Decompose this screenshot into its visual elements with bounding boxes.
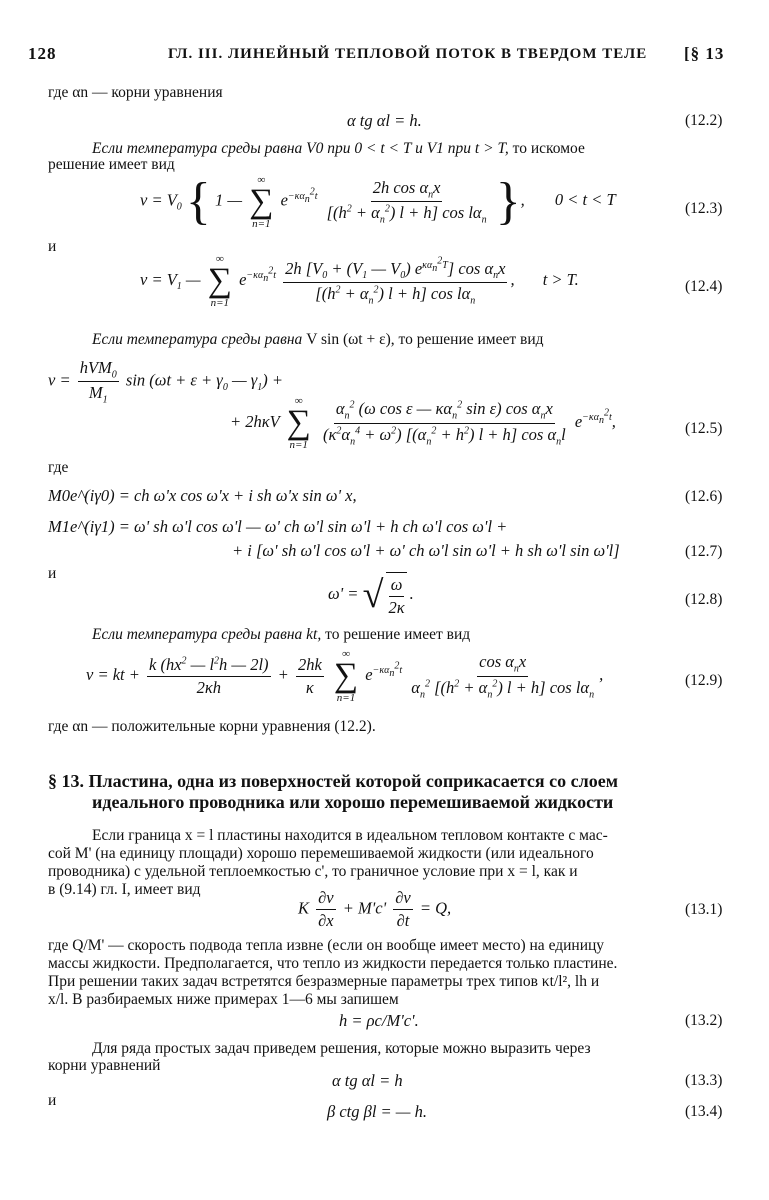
equation-12-5-line1: v = $\frac{hVM_0}{M_1}$ $\sin (\omega t + \varepsilon + \gamma_0$ — $\gamma_1$) + [48,358,284,406]
equation-number-12-5: (12.5) [685,420,723,437]
paragraph-linear-temperature [92,626,470,644]
running-title: ГЛ. III. ЛИНЕЙНЫЙ ТЕПЛОВОЙ ПОТОК В ТВЕРДОМ ТЕЛЕ [168,46,648,62]
equation-13-4: β ctg βl = — h. [327,1102,427,1121]
section-paragraph-1-line1: Если граница x = l пластины находится в идеальном тепловом контакте с мас- [92,827,608,844]
section-reference: [§ 13 [684,44,725,63]
equation-12-2: α tg αl = h. [347,111,422,130]
section-13-title-line1: § 13. Пластина, одна из поверхностей которой соприкасается со слоем [48,771,618,791]
equation-number-12-8: (12.8) [685,591,723,608]
section-paragraph-2-line2: массы жидкости. Предполагается, что тепло из жидкости передается только пластине. [48,955,618,972]
section-paragraph-3-line2: корни уравнений [48,1057,161,1074]
equation-number-13-3: (13.3) [685,1072,723,1089]
equation-number-12-2: (12.2) [685,112,723,129]
section-paragraph-2-line4: x/l. В разбираемых ниже примерах 1—6 мы запишем [48,991,399,1008]
section-paragraph-3-line1: Для ряда простых задач приведем решения, которые можно выразить через [92,1040,591,1057]
equation-12-3: $v = V_0$ { 1 — ∞ ∑ n=1 $e^{-\kappa\alpha_n^2t}$ $\frac{2h \cos \alpha_nx}{[(h^2 + \alpha_n^2) l + h] \cos l\alpha_n}$ }, 0 < t < T [140,173,616,230]
paragraph-periodic-temperature-rest: V sin (ωt + ε), то решение имеет вид [306,331,544,348]
section-13-title-line2: идеального проводника или хорошо перемешиваемой жидкости [92,792,614,812]
equation-13-1: K $\frac{\partial v}{\partial x}$ + M'c' $\frac{\partial v}{\partial t}$ = Q, [298,888,452,930]
equation-number-12-3: (12.3) [685,200,723,217]
equation-number-13-4: (13.4) [685,1103,723,1120]
paragraph-linear-temperature-italic: Если температура среды равна kt, [92,626,322,643]
page-number: 128 [28,44,57,63]
equation-12-8: ω' = √ $\frac{\omega}{2\kappa}$ . [328,574,414,617]
equation-number-12-4: (12.4) [685,278,723,295]
paragraph-periodic-temperature-italic: Если температура среды равна [92,331,303,348]
equation-13-3: α tg αl = h [332,1071,403,1090]
paragraph-step-temperature-italic: Если температура среды равна V0 при 0 < t < T и V1 при t > T, [92,140,509,157]
section-paragraph-2-line1: где Q/M' — скорость подвода тепла извне (если он вообще имеет место) на единицу [48,937,605,954]
section-paragraph-1-line4: в (9.14) гл. I, имеет вид [48,881,201,898]
paragraph-step-temperature-line2: решение имеет вид [48,156,175,173]
paragraph-linear-temperature-rest: то решение имеет вид [325,626,471,643]
equation-12-7-line2: + i [ω' sh ω'l cos ω'l + ω' ch ω'l sin ω'l + h sh ω'l sin ω'l] [232,541,620,560]
conjunction-and-1: и [48,238,57,255]
equation-13-2: h = ρc/M'c'. [339,1011,419,1030]
equation-12-6: M0e^(iγ0) = ch ω'x cos ω'x + i sh ω'x sin ω' x, [48,486,357,505]
paragraph-step-temperature-rest: то искомое [512,140,585,157]
section-paragraph-2-line3: При решении таких задач встретятся безразмерные параметры трех типов κt/l², lh и [48,973,600,990]
equation-12-5-line2: + 2hκV ∞ ∑ n=1 $\frac{\alpha_n^2 (\omega \cos \varepsilon — \kappa\alpha_n^2 \sin \varepsilon) \cos \alpha_nx}{(\kappa^2\alpha_n^4 + \omega^2) [(\alpha_n^2 + h^2) l + h] \cos \alpha_nl}$ $e^{-\kappa\alpha_n^2t}$, [230,395,616,451]
where-roots-text: где αn — корни уравнения [48,84,223,101]
where-label-1: где [48,459,69,476]
equation-number-12-7: (12.7) [685,543,723,560]
conjunction-and-2: и [48,565,57,582]
equation-12-9: v = kt + $\frac{k (hx^2 — l^2h — 2l)}{2\kappa h}$ + $\frac{2hk}{\kappa}$ ∞ ∑ n=1 $e^{-\kappa\alpha_n^2t}$ $\frac{\cos \alpha_nx}{\alpha_n^2 [(h^2 + \alpha_n^2) l + h] \cos l\alpha_n}$ , [86,648,604,704]
equation-number-12-9: (12.9) [685,672,723,689]
equation-number-12-6: (12.6) [685,488,723,505]
section-paragraph-1-line3: проводника) с удельной теплоемкостью c', то граничное условие при x = l, как и [48,863,578,880]
equation-12-7-line1: M1e^(iγ1) = ω' sh ω'l cos ω'l — ω' ch ω'l sin ω'l + h ch ω'l cos ω'l + [48,517,508,536]
conjunction-and-3: и [48,1092,57,1109]
equation-12-4: $v = V_1$ — ∞ ∑ n=1 $e^{-\kappa\alpha_n^2t}$ $\frac{2h [V_0 + (V_1 — V_0) e^{\kappa\alpha_n^2T}] \cos \alpha_nx}{[(h^2 + \alpha_n^2) l + h] \cos l\alpha_n}$ , t > T. [140,253,579,309]
equation-number-13-2: (13.2) [685,1012,723,1029]
section-paragraph-1-line2: сой M' (на единицу площади) хорошо перемешиваемой жидкости (или идеального [48,845,594,862]
paragraph-periodic-temperature [92,331,544,349]
equation-number-13-1: (13.1) [685,901,723,918]
where-positive-roots-text: где αn — положительные корни уравнения (12.2). [48,718,376,735]
